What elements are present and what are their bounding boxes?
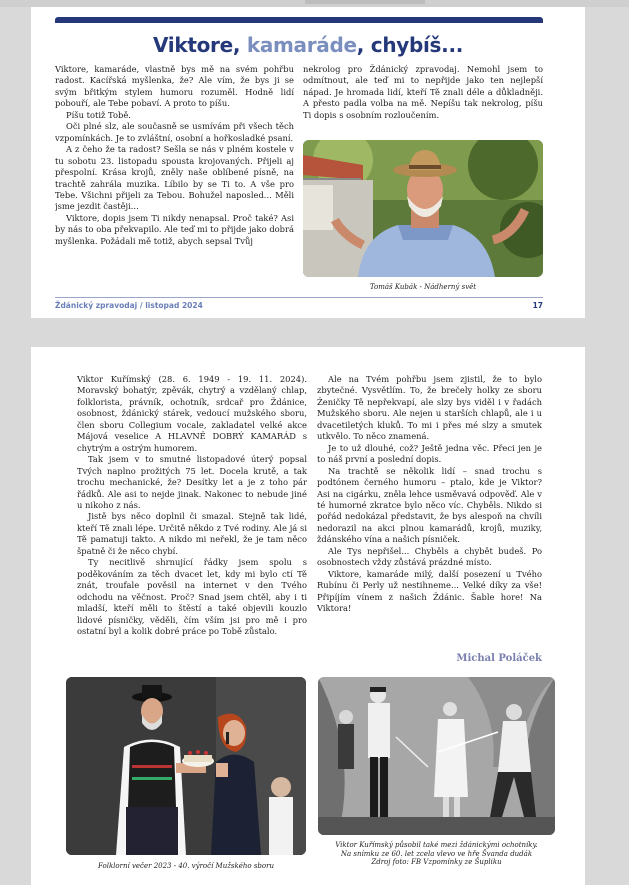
page-17 [31, 7, 585, 318]
photo-theatre-play [318, 677, 555, 835]
page1-column-left [55, 64, 294, 296]
paragraph: A z čeho že ta radost? Sešla se nás v plném kostele v tu sobotu 23. listopadu spousta krojovaných. Přijeli aj přespolní. Krása krojů, zněly naše oblíbené písně, na trachtě zahrála muzika. Líbilo by se Ti to. A vše pro Tebe. Všichni přijeli za Tebou. Bohužel naposled... Měli jsme jezdit častěji... [55, 144, 294, 212]
paragraph: nekrolog pro Ždánický zpravodaj. Nemohl jsem to odmítnout, ale teď mi to nepřijde jako ten nejlepší nápad. Je hromada lidí, kteří Tě znali déle a důkladněji. A přesto padla volba na mě. Nepíšu tak nekrolog, píšu Ti dopis s osobním rozloučením. [303, 64, 543, 120]
page2-column-right [317, 374, 542, 684]
page2-column-left [77, 374, 307, 679]
photo-caption-right [318, 841, 555, 867]
photo-caption-left: Folklorní večer 2023 - 40. výročí Mužského sboru [98, 862, 274, 870]
paragraph: Je to už dlouhé, což? Ještě jedna věc. Přeci jen je to náš první a poslední dopis. [317, 442, 542, 465]
paragraph: Viktore, kamaráde milý, další posezení u Tvého Rubínu či Perly už nestihneme... Velké díky za vše! Připíjím vínem z našich Ždánic. Šable hore! Na Viktora! [317, 568, 542, 614]
paragraph: Na trachtě se několik lidí – snad trochu s podtónem černého humoru – ptalo, kde je Viktor? Asi na cigárku, zněla lehce usměvavá odpověď. Ale v té humorné zkratce bylo něco víc. Chyběls. Nikdo si pořád nedokázal představit, že bys alespoň na chvíli nedorazil na akci plnou kamarádů, krojů, muziky, ždánského vína a našich písniček. [317, 465, 542, 545]
photo-theatre-play-image [318, 677, 555, 835]
photo-man-in-hat [303, 140, 543, 277]
footer-rule [55, 297, 543, 298]
title-part-2: kamaráde [246, 33, 357, 57]
photo-caption-right-line-1: Viktor Kuřímský působil také mezi ždánickými ochotníky. [335, 841, 538, 849]
paragraph: Ale na Tvém pohřbu jsem zjistil, že to bylo zbytečné. Vysvětlím. To, že brečely holky ze sboru Ženičky Tě nepřekvapí, ale slzy bys viděl i v řadách Mužského sboru. Ale nejen u starších chlapů, ale i u dvacetiletých kluků. To mi i přes mé slzy a smutek utkvělo. To něco znamená. [317, 374, 542, 442]
paragraph: Viktore, kamaráde, vlastně bys mě na svém pohřbu radost. Kacířská myšlenka, že? Ale vím, že bys ji se svým břitkým stylem humoru rozuměl. Hodně lidí pobouří, ale Tebe pobaví. A proto to píšu. [55, 64, 294, 109]
article-title [31, 33, 585, 57]
header-bar [55, 17, 543, 23]
paragraph: Píšu totiž Tobě. [66, 109, 131, 120]
page-18 [31, 347, 585, 885]
photo-man-in-hat-image [303, 140, 543, 277]
photo-folklore-evening [66, 677, 306, 855]
author-signature: Michal Poláček [456, 653, 542, 664]
paragraph: Viktor Kuřímský (28. 6. 1949 - 19. 11. 2024). Moravský bohatýr, zpěvák, chytrý a vzdělaný chlap, folklorista, právník, ochotník, srdcař pro Ždánice, osobnost, ždánický stárek, vedoucí mužského sboru, člen sboru Collegium vocale, zakladatel velké akce Májová veselice A HLAVNĚ DOBRÝ KAMARÁD s chytrým a ostrým humorem. [77, 374, 307, 453]
page1-column-right [303, 64, 543, 134]
page-number: 17 [532, 301, 543, 310]
photo-caption: Tomáš Kubák - Nádherný svět [369, 283, 477, 291]
photo-caption-right-line-2: Na snímku ze 60. let zcela vlevo ve hře Švanda dudák [340, 849, 533, 858]
paragraph: Tak jsem v to smutné listopadové úterý popsal Tvých naplno prožitých 75 let. Docela krutě, a tak trochu mechanické, že? Desítky let a je z toho pár řádků. Ale asi to nejde jinak. Nakonec to nebude jiné u nikoho z nás. [77, 454, 307, 510]
photo-folklore-evening-image [66, 677, 306, 855]
paragraph: Ale Tys nepřišel... Chyběls a chybět budeš. Po osobnostech vždy zůstává prázdné místo. [317, 545, 542, 568]
paragraph: Jistě bys něco doplnil či smazal. Stejně tak lidé, kteří Tě znali lépe. Určitě někdo z Tvé rodiny. Ale já si Tě pamatuji takto. A nikdo mi neřekl, že je tam něco špatně či že něco chybí. [77, 511, 307, 556]
paragraph: Ty necitlivě shrnující řádky jsem spolu s poděkováním za těch dvacet let, kdy mi bylo ctí Tě znát, troufale pověsil na internet v den Tvého odchodu na věčnost. Proč? Snad jsem chtěl, aby i ti mladší, kteří měli to štěstí a také objevili kouzlo lidové písničky, věděli, čím vším jsi pro mě i pro ostatní byl a kolik dobré práce po Tobě zůstalo. [77, 557, 307, 636]
footer-publication: Ždánický zpravodaj / listopad 2024 [55, 301, 203, 310]
paragraph: Viktore, dopis jsem Ti nikdy nenapsal. Proč také? Asi by nás to oba překvapilo. Ale teď mi to přijde jako dobrá myšlenka. Požádali mě totiž, abych sepsal Tvůj [55, 212, 294, 246]
photo-caption-right-line-3: Zdroj foto: FB Vzpomínky ze Šupliku [371, 858, 502, 866]
paragraph: Oči plné slz, ale současně se usmívám při všech těch vzpomínkách. Je to zvláštní, osobní a hořkosladké psaní. [55, 121, 294, 143]
page-footer [55, 301, 543, 310]
title-part-3: , chybíš... [356, 33, 464, 57]
viewer-top-strip [0, 0, 629, 7]
title-part-1: Viktore, [152, 33, 247, 57]
viewer-tab [305, 0, 425, 4]
